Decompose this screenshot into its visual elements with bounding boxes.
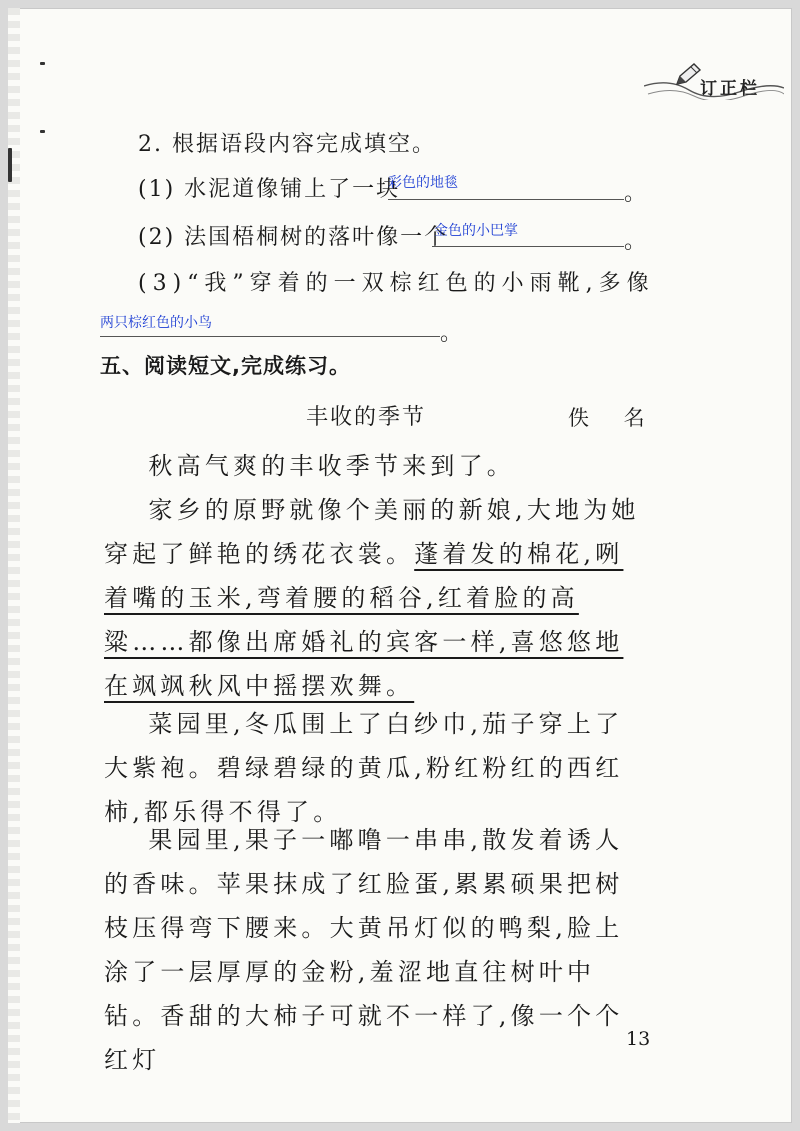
story-paragraph-4: 果园里,果子一嘟噜一串串,散发着诱人的香味。苹果抹成了红脸蛋,累累硕果把树枝压得弯下腰来。大黄吊灯似的鸭梨,脸上涂了一层厚厚的金粉,羞涩地直往树叶中钻。香甜的大柿子可就不一样了,像一个个红灯 — [104, 826, 624, 1074]
period: 。 — [624, 181, 647, 206]
story-author: 佚 名 — [568, 406, 659, 430]
question-2-item-3: (3)“我”穿着的一双棕红色的小雨靴,多像 — [138, 271, 655, 296]
page-number: 13 — [626, 1028, 651, 1050]
paragraph-2-plain: 家乡的原野就像个美丽的新娘,大地为她穿起了鲜艳的绣花衣裳。 — [104, 496, 640, 568]
story-paragraph-1: 秋高气爽的丰收季节来到了。 — [148, 452, 516, 480]
binding-mark — [8, 148, 12, 182]
question-2-title: 2. 根据语段内容完成填空。 — [138, 132, 436, 157]
story-title: 丰收的季节 — [306, 405, 427, 430]
binding-mark — [40, 130, 45, 133]
story-paragraph-3: 菜园里,冬瓜围上了白纱巾,茄子穿上了大紫袍。碧绿碧绿的黄瓜,粉红粉红的西红柿,都乐得不得了。 — [104, 710, 624, 826]
pencil-icon — [674, 62, 702, 88]
period: 。 — [440, 321, 463, 346]
story-paragraph-2 — [104, 488, 644, 708]
underlined-sentence: 蓬着发的棉花,咧着嘴的玉米,弯着腰的稻谷,红着脸的高粱……都像出席婚礼的宾客一样,喜悠悠地在飒飒秋风中摇摆欢舞。 — [104, 540, 624, 700]
section-5-title: 五、阅读短文,完成练习。 — [100, 354, 351, 378]
correction-tab — [644, 60, 784, 102]
binding-mark — [40, 62, 45, 65]
answer-text-1: 彩色的地毯 — [388, 175, 458, 191]
question-2-item-2: (2) 法国梧桐树的落叶像一个 — [138, 225, 449, 250]
answer-text-2: 金色的小巴掌 — [434, 223, 518, 239]
correction-label: 订正栏 — [700, 79, 760, 99]
question-2-item-1: (1) 水泥道像铺上了一块 — [138, 177, 401, 202]
answer-text-3: 两只棕红色的小鸟 — [100, 315, 212, 331]
period: 。 — [624, 229, 647, 254]
